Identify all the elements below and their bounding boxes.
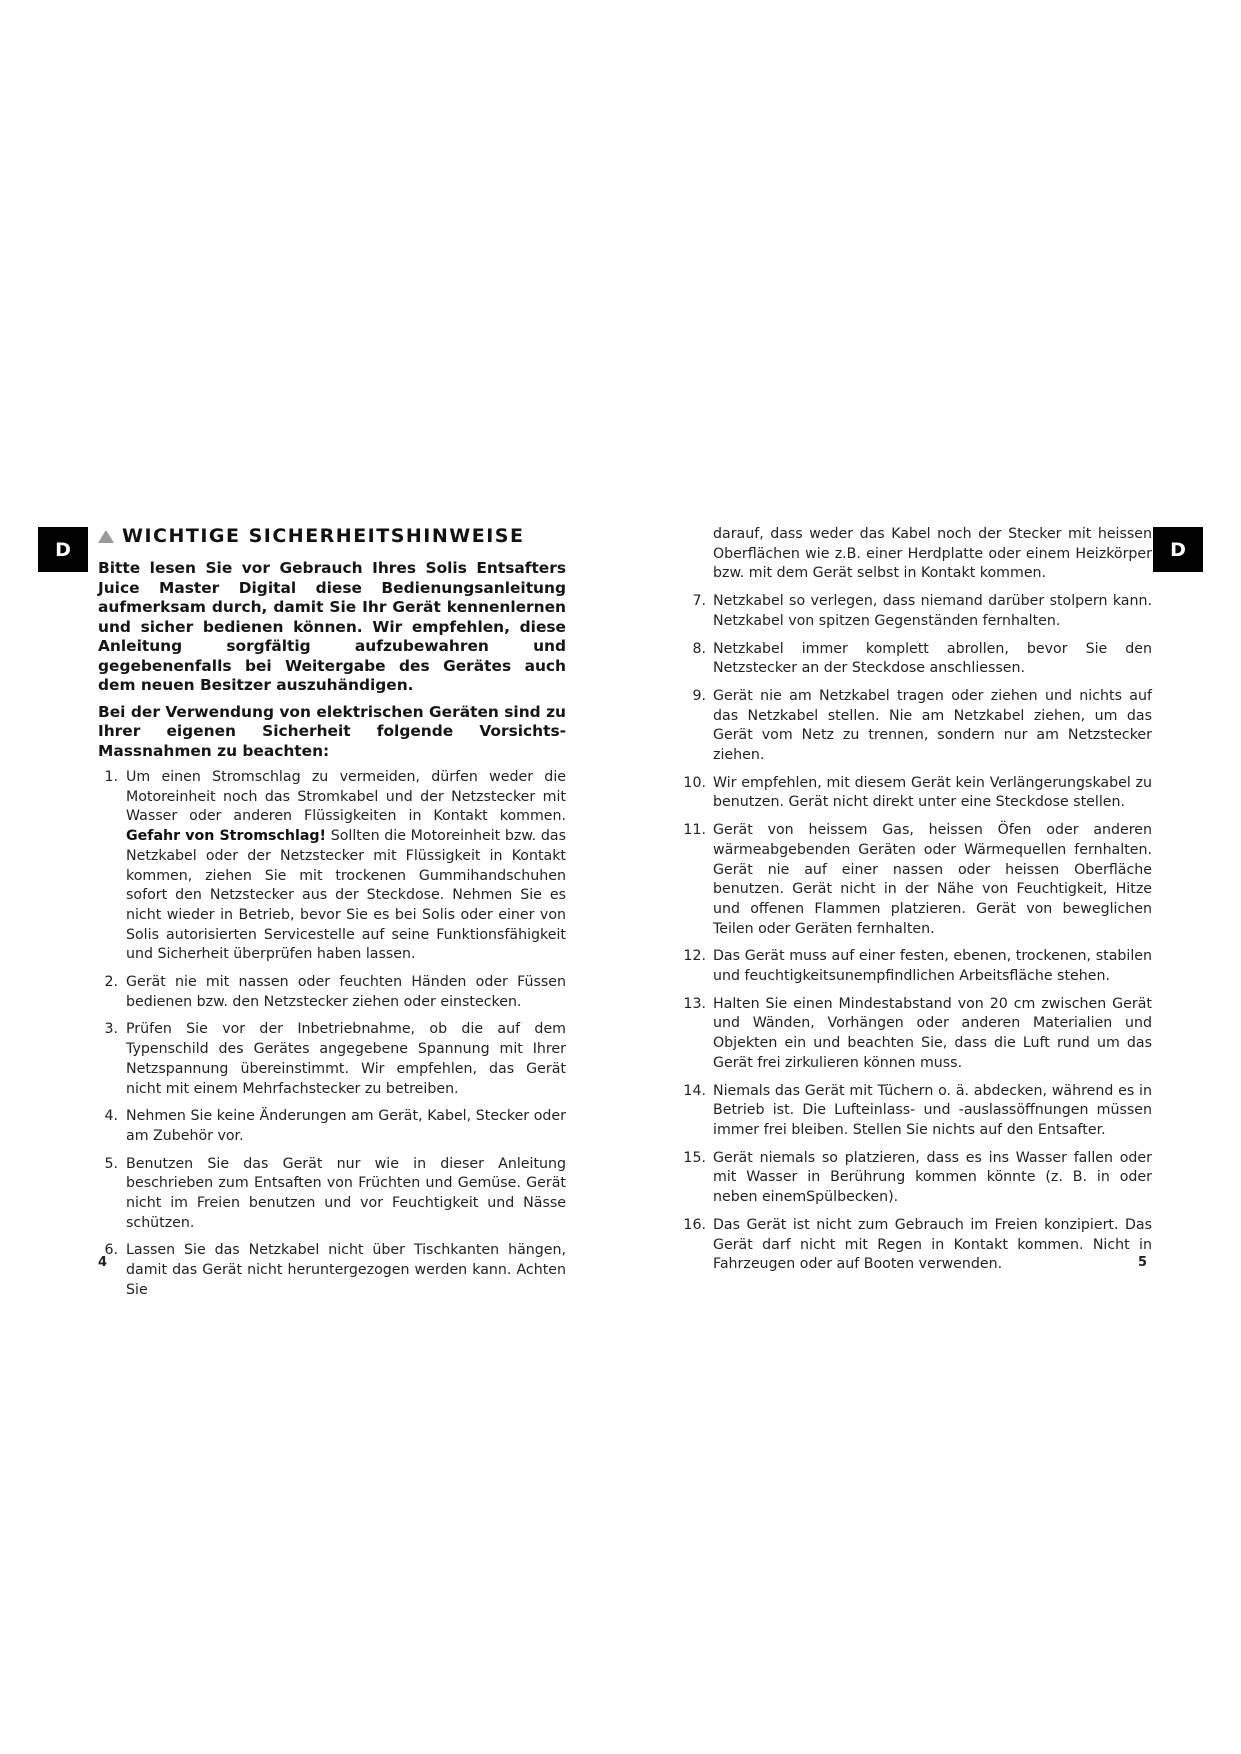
list-item	[682, 592, 1152, 631]
item-number: 1.	[104, 769, 118, 785]
item-text: Um einen Stromschlag zu vermeiden, dürfen weder die Motoreinheit noch das Stromkabel und der Netzstecker mit Wasser oder anderen Flüssigkeiten in Kontakt kommen.	[126, 769, 566, 825]
right-page	[682, 525, 1152, 1283]
item-number: 2.	[104, 974, 118, 991]
item-text: Netzkabel so verlegen, dass niemand darüber stolpern kann. Netzkabel von spitzen Gegenständen fernhalten.	[713, 593, 1152, 629]
item-text: Lassen Sie das Netzkabel nicht über Tischkanten hängen, damit das Gerät nicht heruntergezogen werden kann. Achten Sie	[126, 1242, 566, 1298]
list-item	[682, 821, 1152, 939]
list-item	[682, 687, 1152, 766]
safety-list-left	[98, 768, 566, 1301]
item-text: Prüfen Sie vor der Inbetriebnahme, ob die auf dem Typenschild des Gerätes angegebene Spannung mit Ihrer Netzspannung übereinstimmt. Wir empfehlen, das Gerät nicht mit einem Mehrfachstecker zu betreiben.	[126, 1021, 566, 1097]
item-number: 15.	[683, 1149, 706, 1166]
item-text: Das Gerät muss auf einer festen, ebenen, trockenen, stabilen und feuchtigkeitsunempfindlichen Arbeitsfläche stehen.	[713, 948, 1152, 985]
item-number: 5.	[104, 1155, 118, 1172]
list-item	[98, 1241, 566, 1300]
item-number: 3.	[104, 1021, 118, 1038]
item-text: Niemals das Gerät mit Tüchern o. ä. abdecken, während es in Betrieb ist. Die Lufteinlass- und -auslassöffnungen müssen immer frei bleiben. Stellen Sie nichts auf den Entsafter.	[713, 1082, 1152, 1138]
safety-list-right	[682, 592, 1152, 1275]
list-item	[98, 1020, 566, 1099]
list-item	[98, 1107, 566, 1146]
left-page	[98, 525, 566, 1309]
item-text: Wir empfehlen, mit diesem Gerät kein Verlängerungskabel zu benutzen. Gerät nicht direkt unter eine Steckdose stellen.	[713, 774, 1152, 811]
item-number: 4.	[104, 1108, 118, 1125]
list-item	[682, 1082, 1152, 1141]
item-number: 14.	[683, 1082, 706, 1099]
item-text: Gerät nie am Netzkabel tragen oder ziehen und nichts auf das Netzkabel stellen. Nie am Netzkabel ziehen, um das Gerät vom Netz zu trennen, sondern nur am Netzstecker ziehen.	[713, 687, 1152, 764]
list-item	[682, 947, 1152, 986]
language-tab-left: D	[38, 527, 88, 572]
item-number: 12.	[683, 948, 706, 965]
page-number-right: 5	[1138, 1255, 1148, 1270]
intro-paragraph: Bitte lesen Sie vor Gebrauch Ihres Solis Entsafters Juice Master Digital diese Bedienungsanleitung aufmerksam durch, damit Sie Ihr Gerät kennenlernen und sicher bedienen können. Wir empfehlen, diese Anleitung sorgfältig aufzubewahren und gegebenenfalls bei Weitergabe des Gerätes auch dem neuen Besitzer auszuhändigen.	[98, 559, 566, 694]
item-number: 9.	[692, 687, 706, 704]
item-text: Halten Sie einen Mindestabstand von 20 cm zwischen Gerät und Wänden, Vorhängen oder anderen Materialien und Objekten ein und beachten Sie, dass die Luft rund um das Gerät frei zirkulieren können muss.	[713, 995, 1152, 1071]
item-number: 6.	[104, 1242, 118, 1259]
item-text: Gerät von heissem Gas, heissen Öfen oder anderen wärmeabgebenden Geräten oder Wärmequellen fernhalten. Gerät nie auf einer nassen oder heissen Oberfläche benutzen. Gerät nicht in der Nähe von Feuchtigkeit, Hitze und offenen Flammen platzieren. Gerät von beweglichen Teilen oder Geräten fernhalten.	[713, 822, 1152, 937]
item-6-continuation: darauf, dass weder das Kabel noch der Stecker mit heissen Oberflächen wie z.B. einer Herdplatte oder einem Heizkörper bzw. mit dem Gerät selbst in Kontakt kommen.	[713, 526, 1152, 582]
list-item	[682, 995, 1152, 1074]
item-text: Gerät nie mit nassen oder feuchten Händen oder Füssen bedienen bzw. den Netzstecker ziehen oder einstecken.	[126, 974, 566, 1010]
list-item	[98, 768, 566, 965]
section-title: WICHTIGE SICHERHEITSHINWEISE	[122, 525, 525, 547]
list-item	[682, 1149, 1152, 1208]
item-number: 7.	[692, 593, 706, 610]
list-item	[98, 1155, 566, 1234]
precautions-paragraph: Bei der Verwendung von elektrischen Geräten sind zu Ihrer eigenen Sicherheit folgende Vorsichts-Massnahmen zu beachten:	[98, 702, 566, 760]
item-text: Netzkabel immer komplett abrollen, bevor Sie den Netzstecker an der Steckdose anschliessen.	[713, 640, 1152, 677]
warning-triangle-icon	[98, 530, 114, 543]
item-number: 10.	[683, 774, 706, 791]
list-item	[682, 774, 1152, 813]
item-text: Nehmen Sie keine Änderungen am Gerät, Kabel, Stecker oder am Zubehör vor.	[126, 1108, 566, 1144]
item-text: Sollten die Motoreinheit bzw. das Netzkabel oder der Netzstecker mit Flüssigkeit in Kontakt kommen, ziehen Sie mit trockenen Gummihandschuhen sofort den Netzstecker aus der Steckdose. Nehmen Sie es nicht wieder in Betrieb, bevor Sie es bei Solis oder einer von Solis autorisierten Servicestelle auf seine Funktionsfähigkeit und Sicherheit überprüfen haben lassen.	[126, 828, 566, 963]
item-number: 16.	[683, 1216, 706, 1233]
list-item	[98, 973, 566, 1012]
item-number: 11.	[683, 822, 706, 839]
item-text: Benutzen Sie das Gerät nur wie in dieser Anleitung beschrieben zum Entsaften von Früchten und Gemüse. Gerät nicht im Freien benutzen und vor Feuchtigkeit und Nässe schützen.	[126, 1155, 566, 1231]
item-warning: Gefahr von Stromschlag!	[126, 828, 327, 845]
item-text: Das Gerät ist nicht zum Gebrauch im Freien konzipiert. Das Gerät darf nicht mit Regen in Kontakt kommen. Nicht in Fahrzeugen oder auf Booten verwenden.	[713, 1216, 1152, 1273]
item-text: Gerät niemals so platzieren, dass es ins Wasser fallen oder mit Wasser in Berührung kommen könnte (z. B. in oder neben einemSpülbecken).	[713, 1149, 1152, 1206]
item-number: 8.	[692, 640, 706, 657]
section-heading	[98, 525, 566, 547]
page-number-left: 4	[98, 1255, 108, 1270]
list-item	[682, 640, 1152, 679]
list-item	[682, 1216, 1152, 1275]
language-tab-right: D	[1153, 527, 1203, 572]
item-number: 13.	[683, 995, 706, 1012]
